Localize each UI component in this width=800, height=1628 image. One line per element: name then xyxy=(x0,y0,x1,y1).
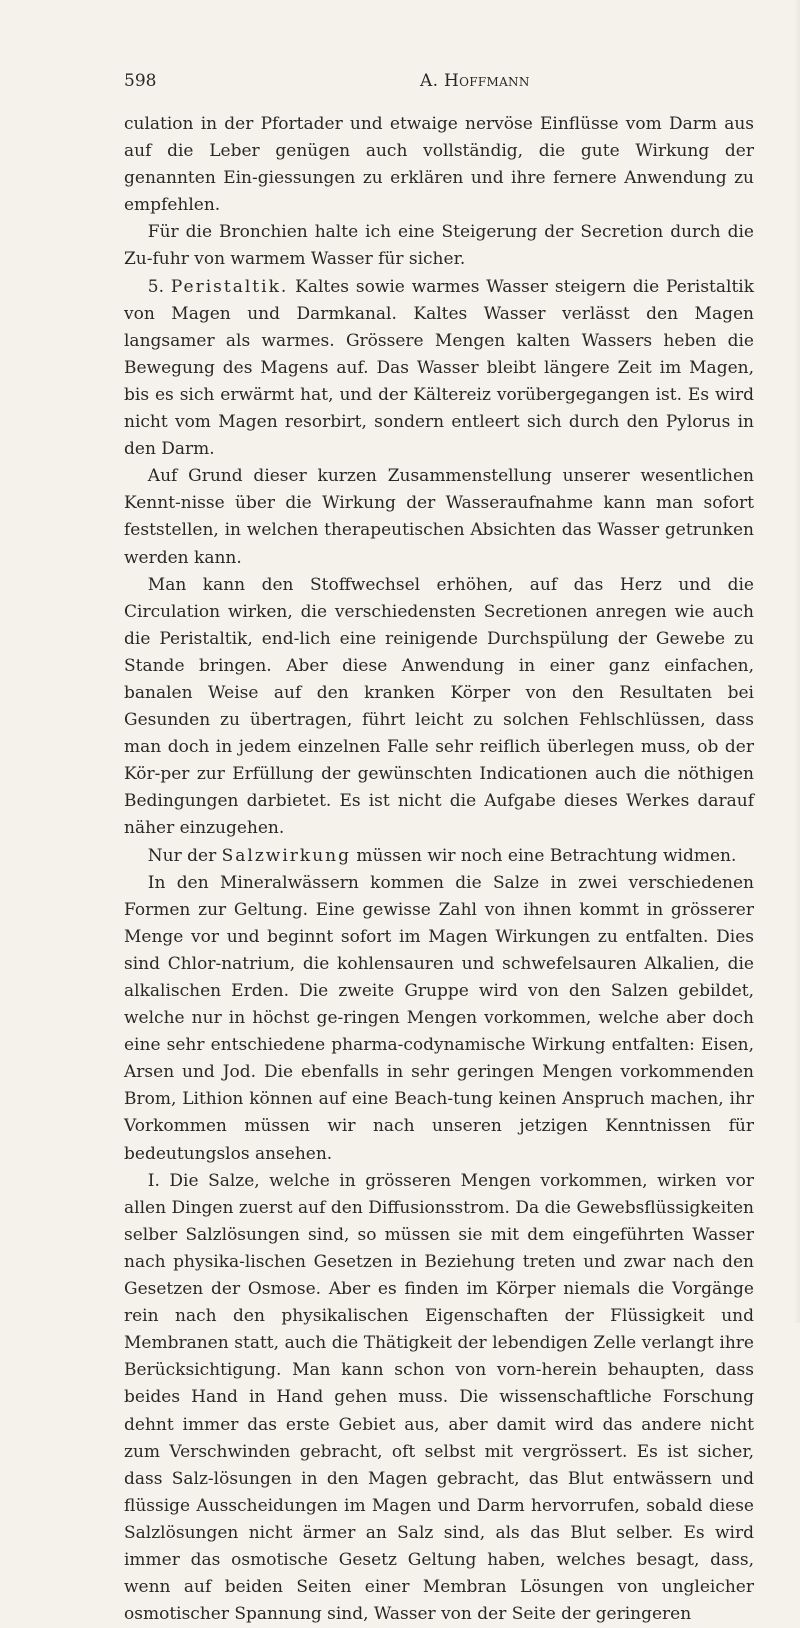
running-head xyxy=(124,71,754,95)
paragraph xyxy=(124,463,754,571)
paragraph-text: Man kann den Stoffwechsel erhöhen, auf das Herz und die Circulation wirken, die verschiedensten Secretionen anregen wie auch die Peristaltik, end-lich eine reinigende Durchspülung der Gewebe zu Stande bringen. Aber diese Anwendung in einer ganz einfachen, banalen Weise auf den kranken Körper von den Resultaten bei Gesunden zu übertragen, führt leicht zu solchen Fehlschlüssen, dass man doch in jedem einzelnen Falle sehr reiflich überlegen muss, ob der Kör-per zur Erfüllung der gewünschten Indicationen auch die nöthigen Bedingungen darbietet. Es ist nicht die Aufgabe dieses Werkes darauf näher einzugehen. xyxy=(124,574,754,839)
paragraph-text: Auf Grund dieser kurzen Zusammenstellung unserer wesentlichen Kennt-nisse über die Wirkung der Wasseraufnahme kann man sofort feststellen, in welchen therapeutischen Absichten das Wasser getrunken werden kann. xyxy=(124,466,754,568)
running-title: A. Hoffmann xyxy=(420,71,530,91)
paragraph-text: I. Die Salze, welche in grösseren Mengen vorkommen, wirken vor allen Dingen zuerst auf den Diffusionsstrom. Da die Gewebsflüssigkeiten selber Salzlösungen sind, so müssen sie mit dem eingeführten Wasser nach physika-lischen Gesetzen in Beziehung treten und zwar nach den Gesetzen der Osmose. Aber es finden im Körper niemals die Vorgänge rein nach den physikalischen Eigenschaften der Flüssigkeit und Membranen statt, auch die Thätigkeit der lebendigen Zelle verlangt ihre Berücksichtigung. Man kann schon von vorn-herein behaupten, dass beides Hand in Hand gehen muss. Die wissenschaftliche Forschung dehnt immer das erste Gebiet aus, aber damit wird das andere nicht zum Verschwinden gebracht, oft selbst mit vergrössert. Es ist sicher, dass Salz-lösungen in den Magen gebracht, das Blut entwässern und flüssige Ausscheidungen im Magen und Darm hervorrufen, sobald diese Salzlösungen nicht ärmer an Salz sind, als das Blut selber. Es wird immer das osmotische Gesetz Geltung haben, welches besagt, dass, wenn auf beiden Seiten einer Membran Lösungen von ungleicher osmotischer Spannung sind, Wasser von der Seite der geringeren xyxy=(124,1170,754,1625)
page-number: 598 xyxy=(124,71,157,91)
page-edge-shadow xyxy=(794,0,800,1323)
paragraph xyxy=(124,843,754,870)
paragraph-text: culation in der Pfortader und etwaige nervöse Einflüsse vom Darm aus auf die Leber genügen auch vollständig, die gute Wirkung der genannten Ein-giessungen zu erklären und ihre fernere Anwendung zu empfehlen. xyxy=(124,114,754,216)
paragraph xyxy=(124,572,754,843)
paragraph-text: müssen wir noch eine Betrachtung widmen. xyxy=(351,845,737,866)
paragraph xyxy=(124,111,754,219)
paragraph-text: Für die Bronchien halte ich eine Steigerung der Secretion durch die Zu-fuhr von warmem Wasser für sicher. xyxy=(124,222,754,270)
spaced-heading-text: Salzwirkung xyxy=(221,845,351,866)
spaced-heading-text: Peristaltik. xyxy=(170,276,289,297)
paragraph xyxy=(124,1168,754,1628)
paragraph xyxy=(124,274,754,464)
paragraph-text: Kaltes sowie warmes Wasser steigern die Peristaltik von Magen und Darmkanal. Kaltes Wasser verlässt den Magen langsamer als warmes. Grössere Mengen kalten Wassers heben die Bewegung des Magens auf. Das Wasser bleibt längere Zeit im Magen, bis es sich erwärmt hat, und der Kältereiz vorübergegangen ist. Es wird nicht vom Magen resorbirt, sondern entleert sich durch den Pylorus in den Darm. xyxy=(124,276,755,460)
paragraph-text: 5. xyxy=(147,276,171,297)
paragraph-text: In den Mineralwässern kommen die Salze in zwei verschiedenen Formen zur Geltung. Eine gewisse Zahl von ihnen kommt in grösserer Menge vor und beginnt sofort im Magen Wirkungen zu entfalten. Dies sind Chlor-natrium, die kohlensauren und schwefelsauren Alkalien, die alkalischen Erden. Die zweite Gruppe wird von den Salzen gebildet, welche nur in höchst ge-ringen Mengen vorkommen, welche aber doch eine sehr entschiedene pharma-codynamische Wirkung entfalten: Eisen, Arsen und Jod. Die ebenfalls in sehr geringen Mengen vorkommenden Brom, Lithion können auf eine Beach-tung keinen Anspruch machen, ihr Vorkommen müssen wir nach unseren jetzigen Kenntnissen für bedeutungslos ansehen. xyxy=(124,872,754,1164)
paragraph xyxy=(124,219,754,273)
paragraph xyxy=(124,870,754,1168)
body-text xyxy=(124,111,754,1628)
paragraph-text: Nur der xyxy=(147,845,222,866)
